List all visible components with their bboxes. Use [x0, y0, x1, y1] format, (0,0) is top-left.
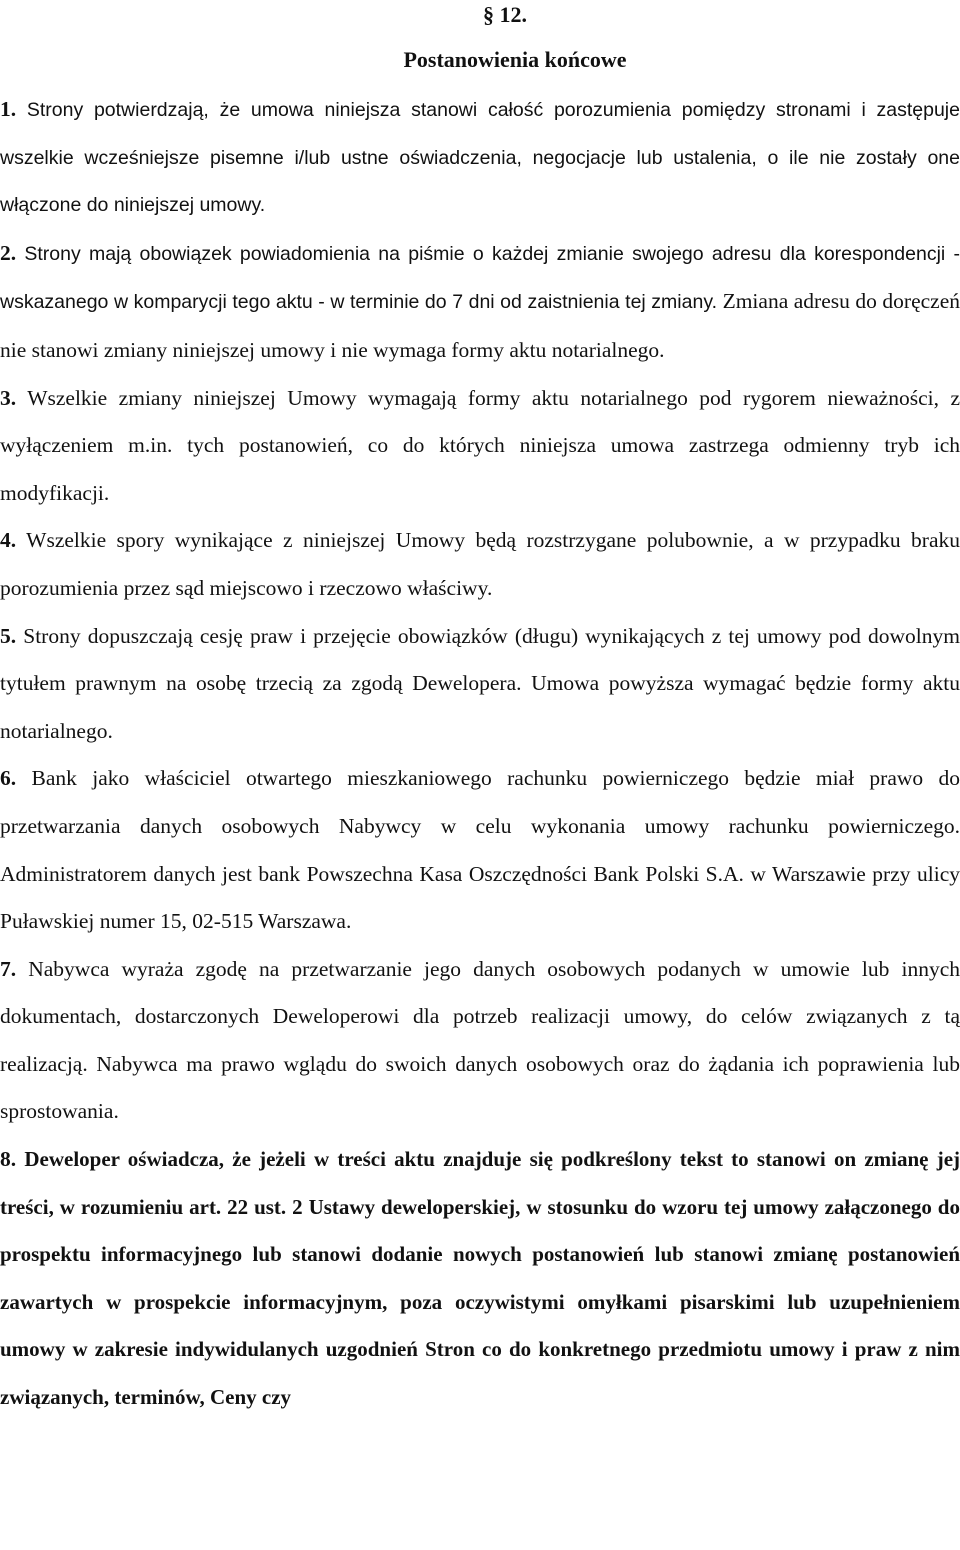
clause-number: 4.	[0, 528, 17, 553]
clause-text: Wszelkie spory wynikające z niniejszej Umowy będą rozstrzygane polubownie, a w przypadku braku porozumienia przez sąd miejscowo i rzeczowo właściwy.	[0, 528, 960, 600]
clause-5	[0, 613, 960, 756]
clause-1	[0, 86, 960, 230]
clause-number: 3.	[0, 385, 17, 410]
clause-text: Strony dopuszczają cesję praw i przejęcie obowiązków (długu) wynikających z tej umowy pod dowolnym tytułem prawnym na osobę trzecią za zgodą Dewelopera. Umowa powyższa wymagać będzie formy aktu notarialnego.	[0, 623, 960, 743]
clause-number: 5.	[0, 623, 17, 648]
clause-number: 2.	[0, 240, 17, 265]
clause-text: Deweloper oświadcza, że jeżeli w treści aktu znajduje się podkreślony tekst to stanowi on zmianę jej treści, w rozumieniu art. 22 ust. 2 Ustawy deweloperskiej, w stosunku do wzoru tej umowy załączonego do prospektu informacyjnego lub stanowi dodanie nowych postanowień lub stanowi zmianę postanowień zawartych w prospekcie informacyjnym, poza oczywistymi omyłkami pisarskimi lub uzupełnieniem umowy w zakresie indywidulanych uzgodnień Stron co do konkretnego przedmiotu umowy i praw z nim związanych, terminów, Ceny czy	[0, 1147, 960, 1410]
clause-2	[0, 230, 960, 375]
section-body	[0, 86, 960, 1422]
clause-8	[0, 1136, 960, 1422]
clause-text: Strony potwierdzają, że umowa niniejsza stanowi całość porozumienia pomiędzy stronami i zastępuje wszelkie wcześniejsze pisemne i/lub ustne oświadczenia, negocjacje lub ustalenia, o ile nie zostały one włączone do niniejszej umowy.	[0, 99, 960, 217]
clause-text: Wszelkie zmiany niniejszej Umowy wymagają formy aktu notarialnego pod rygorem nieważności, z wyłączeniem m.in. tych postanowień, co do których niniejsza umowa zastrzega odmienny tryb ich modyfikacji.	[0, 385, 960, 505]
clause-3	[0, 375, 960, 518]
clause-7	[0, 946, 960, 1136]
clause-number: 7.	[0, 956, 17, 981]
section-title: Postanowienia końcowe	[403, 47, 627, 72]
clause-number: 6.	[0, 766, 17, 791]
clause-text: Bank jako właściciel otwartego mieszkaniowego rachunku powierniczego będzie miał prawo do przetwarzania danych osobowych Nabywcy w celu wykonania umowy rachunku powierniczego. Administratorem danych jest bank Powszechna Kasa Oszczędności Bank Polski S.A. w Warszawie przy ulicy Puławskiej numer 15, 02-515 Warszawa.	[0, 766, 960, 934]
clause-number: 8.	[0, 1147, 17, 1172]
clause-text-continued: Zmiana adresu do doręczeń nie stanowi zmiany niniejszej umowy i nie wymaga formy aktu notarialnego.	[0, 289, 960, 362]
clause-4	[0, 517, 960, 612]
clause-text: Strony mają obowiązek powiadomienia na piśmie o każdej zmianie swojego adresu dla korespondencji - wskazanego w komparycji tego aktu - w terminie do 7 dni od zaistnienia tej zmiany.	[0, 242, 960, 314]
clause-text: Nabywca wyraża zgodę na przetwarzanie jego danych osobowych podanych w umowie lub innych dokumentach, dostarczonych Deweloperowi dla potrzeb realizacji umowy, do celów związanych z tą realizacją. Nabywca ma prawo wglądu do swoich danych osobowych oraz do żądania ich poprawienia lub sprostowania.	[0, 956, 960, 1124]
clause-number: 1.	[0, 97, 17, 121]
clause-6	[0, 755, 960, 945]
section-number: § 12.	[483, 2, 527, 27]
